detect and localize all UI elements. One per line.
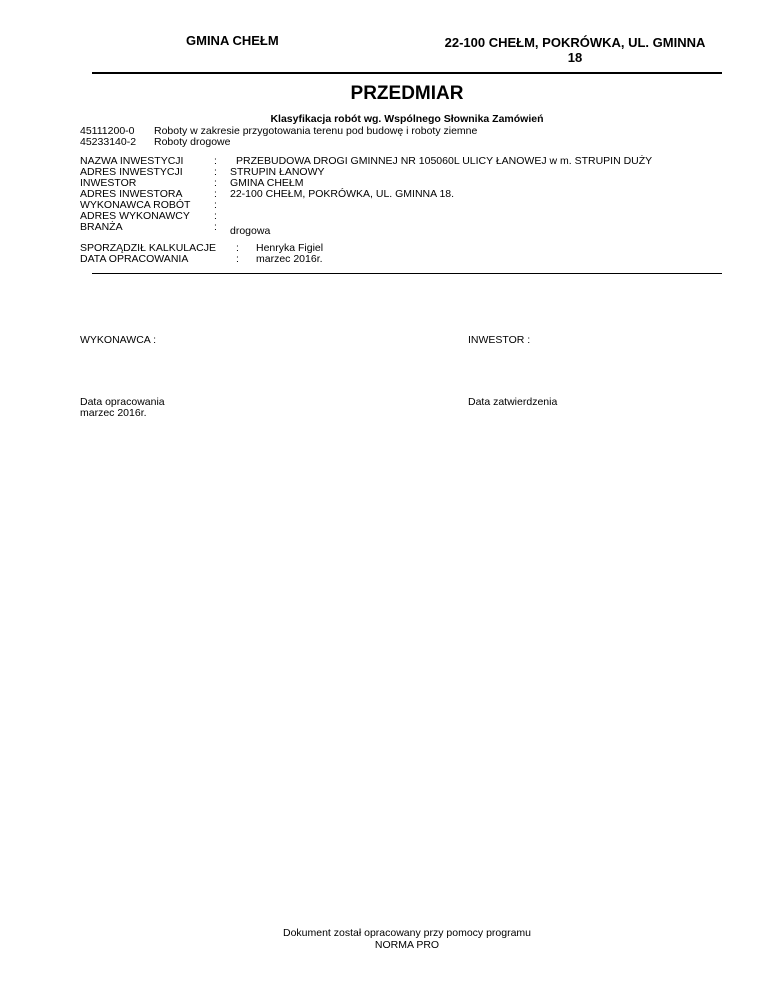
field-value: 22-100 CHEŁM, POKRÓWKA, UL. GMINNA 18. — [230, 188, 455, 200]
field-colon: : — [214, 221, 217, 233]
field-colon: : — [214, 177, 217, 189]
prepared-label: DATA OPRACOWANIA — [80, 253, 189, 265]
field-label: ADRES INWESTORA — [80, 188, 183, 200]
field-label: ADRES WYKONAWCY — [80, 210, 190, 222]
field-colon: : — [214, 188, 217, 200]
date-approved-label: Data zatwierdzenia — [468, 396, 558, 408]
field-value: STRUPIN ŁANOWY — [230, 166, 325, 178]
header-left-org: GMINA CHEŁM — [186, 33, 279, 48]
field-colon: : — [214, 210, 217, 222]
prepared-colon: : — [236, 242, 239, 254]
prepared-value: Henryka Figiel — [256, 242, 324, 254]
field-label: NAZWA INWESTYCJI — [80, 155, 184, 167]
field-colon: : — [214, 166, 217, 178]
classification-heading: Klasyfikacja robót wg. Wspólnego Słownika Zamówień — [270, 113, 544, 125]
field-colon: : — [214, 155, 217, 167]
prepared-value: marzec 2016r. — [256, 253, 323, 265]
field-label: INWESTOR — [80, 177, 137, 189]
footer-line1: Dokument został opracowany przy pomocy programu — [282, 927, 532, 939]
bottom-divider — [92, 273, 722, 274]
header-address-line1: 22-100 CHEŁM, POKRÓWKA, UL. GMINNA — [444, 35, 706, 50]
header-address-line2: 18 — [567, 50, 583, 65]
field-label: WYKONAWCA ROBÓT — [80, 199, 191, 211]
classification-code: 45111200-0 — [80, 125, 135, 137]
field-value: GMINA CHEŁM — [230, 177, 304, 189]
field-label: ADRES INWESTYCJI — [80, 166, 183, 178]
classification-code: 45233140-2 — [80, 136, 137, 148]
page-title: PRZEDMIAR — [350, 83, 464, 104]
prepared-label: SPORZĄDZIŁ KALKULACJE — [80, 242, 216, 254]
top-divider — [92, 72, 722, 74]
classification-desc: Roboty drogowe — [154, 136, 231, 148]
field-label: BRANŻA — [80, 221, 123, 233]
field-colon: : — [214, 199, 217, 211]
investor-signature-label: INWESTOR : — [468, 334, 531, 346]
header-right-address — [420, 35, 730, 65]
field-value: PRZEBUDOWA DROGI GMINNEJ NR 105060L ULICY ŁANOWEJ w m. STRUPIN DUŻY — [236, 155, 653, 167]
field-value: drogowa — [230, 225, 271, 237]
date-prepared-value: marzec 2016r. — [80, 407, 147, 419]
footer-note — [0, 928, 768, 951]
date-prepared-label: Data opracowania — [80, 396, 165, 408]
contractor-signature-label: WYKONAWCA : — [80, 334, 157, 346]
prepared-colon: : — [236, 253, 239, 265]
footer-line2: NORMA PRO — [374, 938, 440, 951]
classification-desc: Roboty w zakresie przygotowania terenu pod budowę i roboty ziemne — [154, 125, 478, 137]
